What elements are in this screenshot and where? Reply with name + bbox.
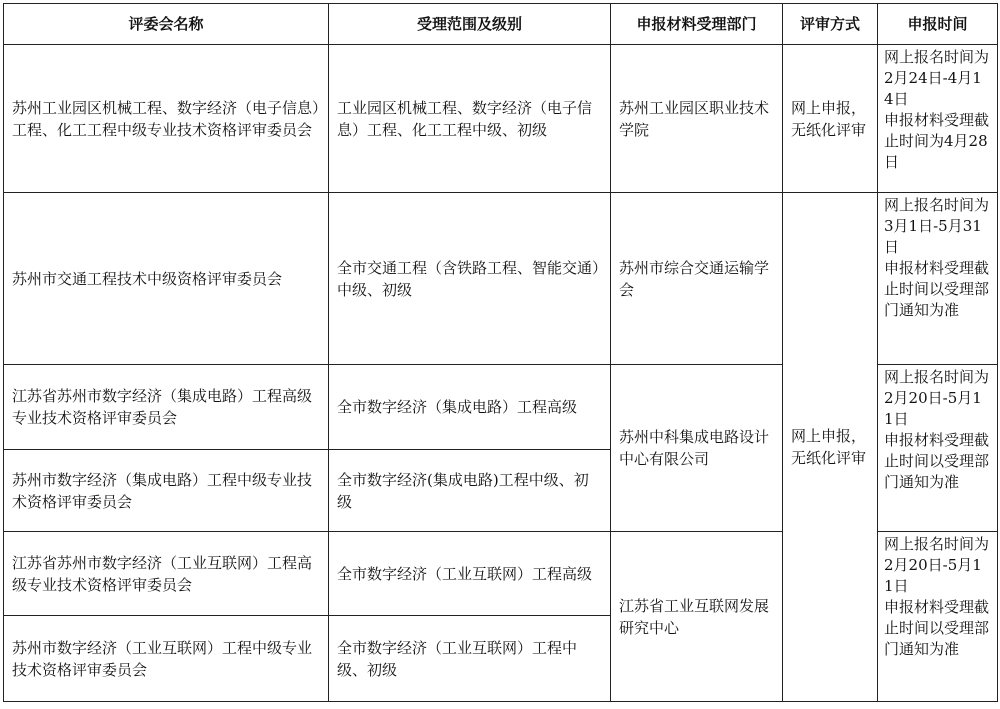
scope-cell: 全市数字经济（工业互联网）工程中级、初级 xyxy=(329,616,611,702)
registration-period: 网上报名时间为2月20日-5月11日 xyxy=(884,535,990,595)
header-review-method: 评审方式 xyxy=(783,4,878,45)
committee-name-cell: 江苏省苏州市数字经济（集成电路）工程高级专业技术资格评审委员会 xyxy=(4,365,329,450)
review-method-cell: 网上申报，无纸化评审 xyxy=(783,45,878,193)
department-cell: 苏州工业园区职业技术学院 xyxy=(611,45,783,193)
header-department: 申报材料受理部门 xyxy=(611,4,783,45)
registration-period: 网上报名时间为2月24日-4月14日 xyxy=(884,48,990,108)
material-deadline: 申报材料受理截止时间以受理部门通知为准 xyxy=(884,598,990,658)
material-deadline: 申报材料受理截止时间为4月28日 xyxy=(884,111,990,171)
material-deadline: 申报材料受理截止时间以受理部门通知为准 xyxy=(884,259,990,319)
committee-name-cell: 苏州市数字经济（工业互联网）工程中级专业技术资格评审委员会 xyxy=(4,616,329,702)
department-cell: 苏州市综合交通运输学会 xyxy=(611,193,783,365)
registration-period: 网上报名时间为2月20日-5月11日 xyxy=(884,368,990,428)
scope-cell: 全市数字经济（集成电路）工程高级 xyxy=(329,365,611,450)
committee-name-cell: 江苏省苏州市数字经济（工业互联网）工程高级专业技术资格评审委员会 xyxy=(4,532,329,616)
committee-name-cell: 苏州工业园区机械工程、数字经济（电子信息）工程、化工工程中级专业技术资格评审委员会 xyxy=(4,45,329,193)
committee-name-cell: 苏州市交通工程技术中级资格评审委员会 xyxy=(4,193,329,365)
scope-cell: 全市交通工程（含铁路工程、智能交通）中级、初级 xyxy=(329,193,611,365)
review-method-cell-merged: 网上申报，无纸化评审 xyxy=(783,193,878,702)
committee-table xyxy=(3,3,998,702)
table-row xyxy=(4,45,998,193)
material-deadline: 申报材料受理截止时间以受理部门通知为准 xyxy=(884,431,990,491)
header-scope: 受理范围及级别 xyxy=(329,4,611,45)
application-time-cell xyxy=(878,365,998,532)
department-cell: 江苏省工业互联网发展研究中心 xyxy=(611,532,783,702)
committee-name-cell: 苏州市数字经济（集成电路）工程中级专业技术资格评审委员会 xyxy=(4,450,329,532)
table-row xyxy=(4,193,998,365)
header-committee-name: 评委会名称 xyxy=(4,4,329,45)
application-time-cell xyxy=(878,532,998,702)
scope-cell: 全市数字经济(集成电路)工程中级、初级 xyxy=(329,450,611,532)
application-time-cell xyxy=(878,45,998,193)
scope-cell: 工业园区机械工程、数字经济（电子信息）工程、化工工程中级、初级 xyxy=(329,45,611,193)
header-application-time: 申报时间 xyxy=(878,4,998,45)
registration-period: 网上报名时间为3月1日-5月31日 xyxy=(884,196,990,256)
department-cell: 苏州中科集成电路设计中心有限公司 xyxy=(611,365,783,532)
scope-cell: 全市数字经济（工业互联网）工程高级 xyxy=(329,532,611,616)
application-time-cell xyxy=(878,193,998,365)
header-row xyxy=(4,4,998,45)
